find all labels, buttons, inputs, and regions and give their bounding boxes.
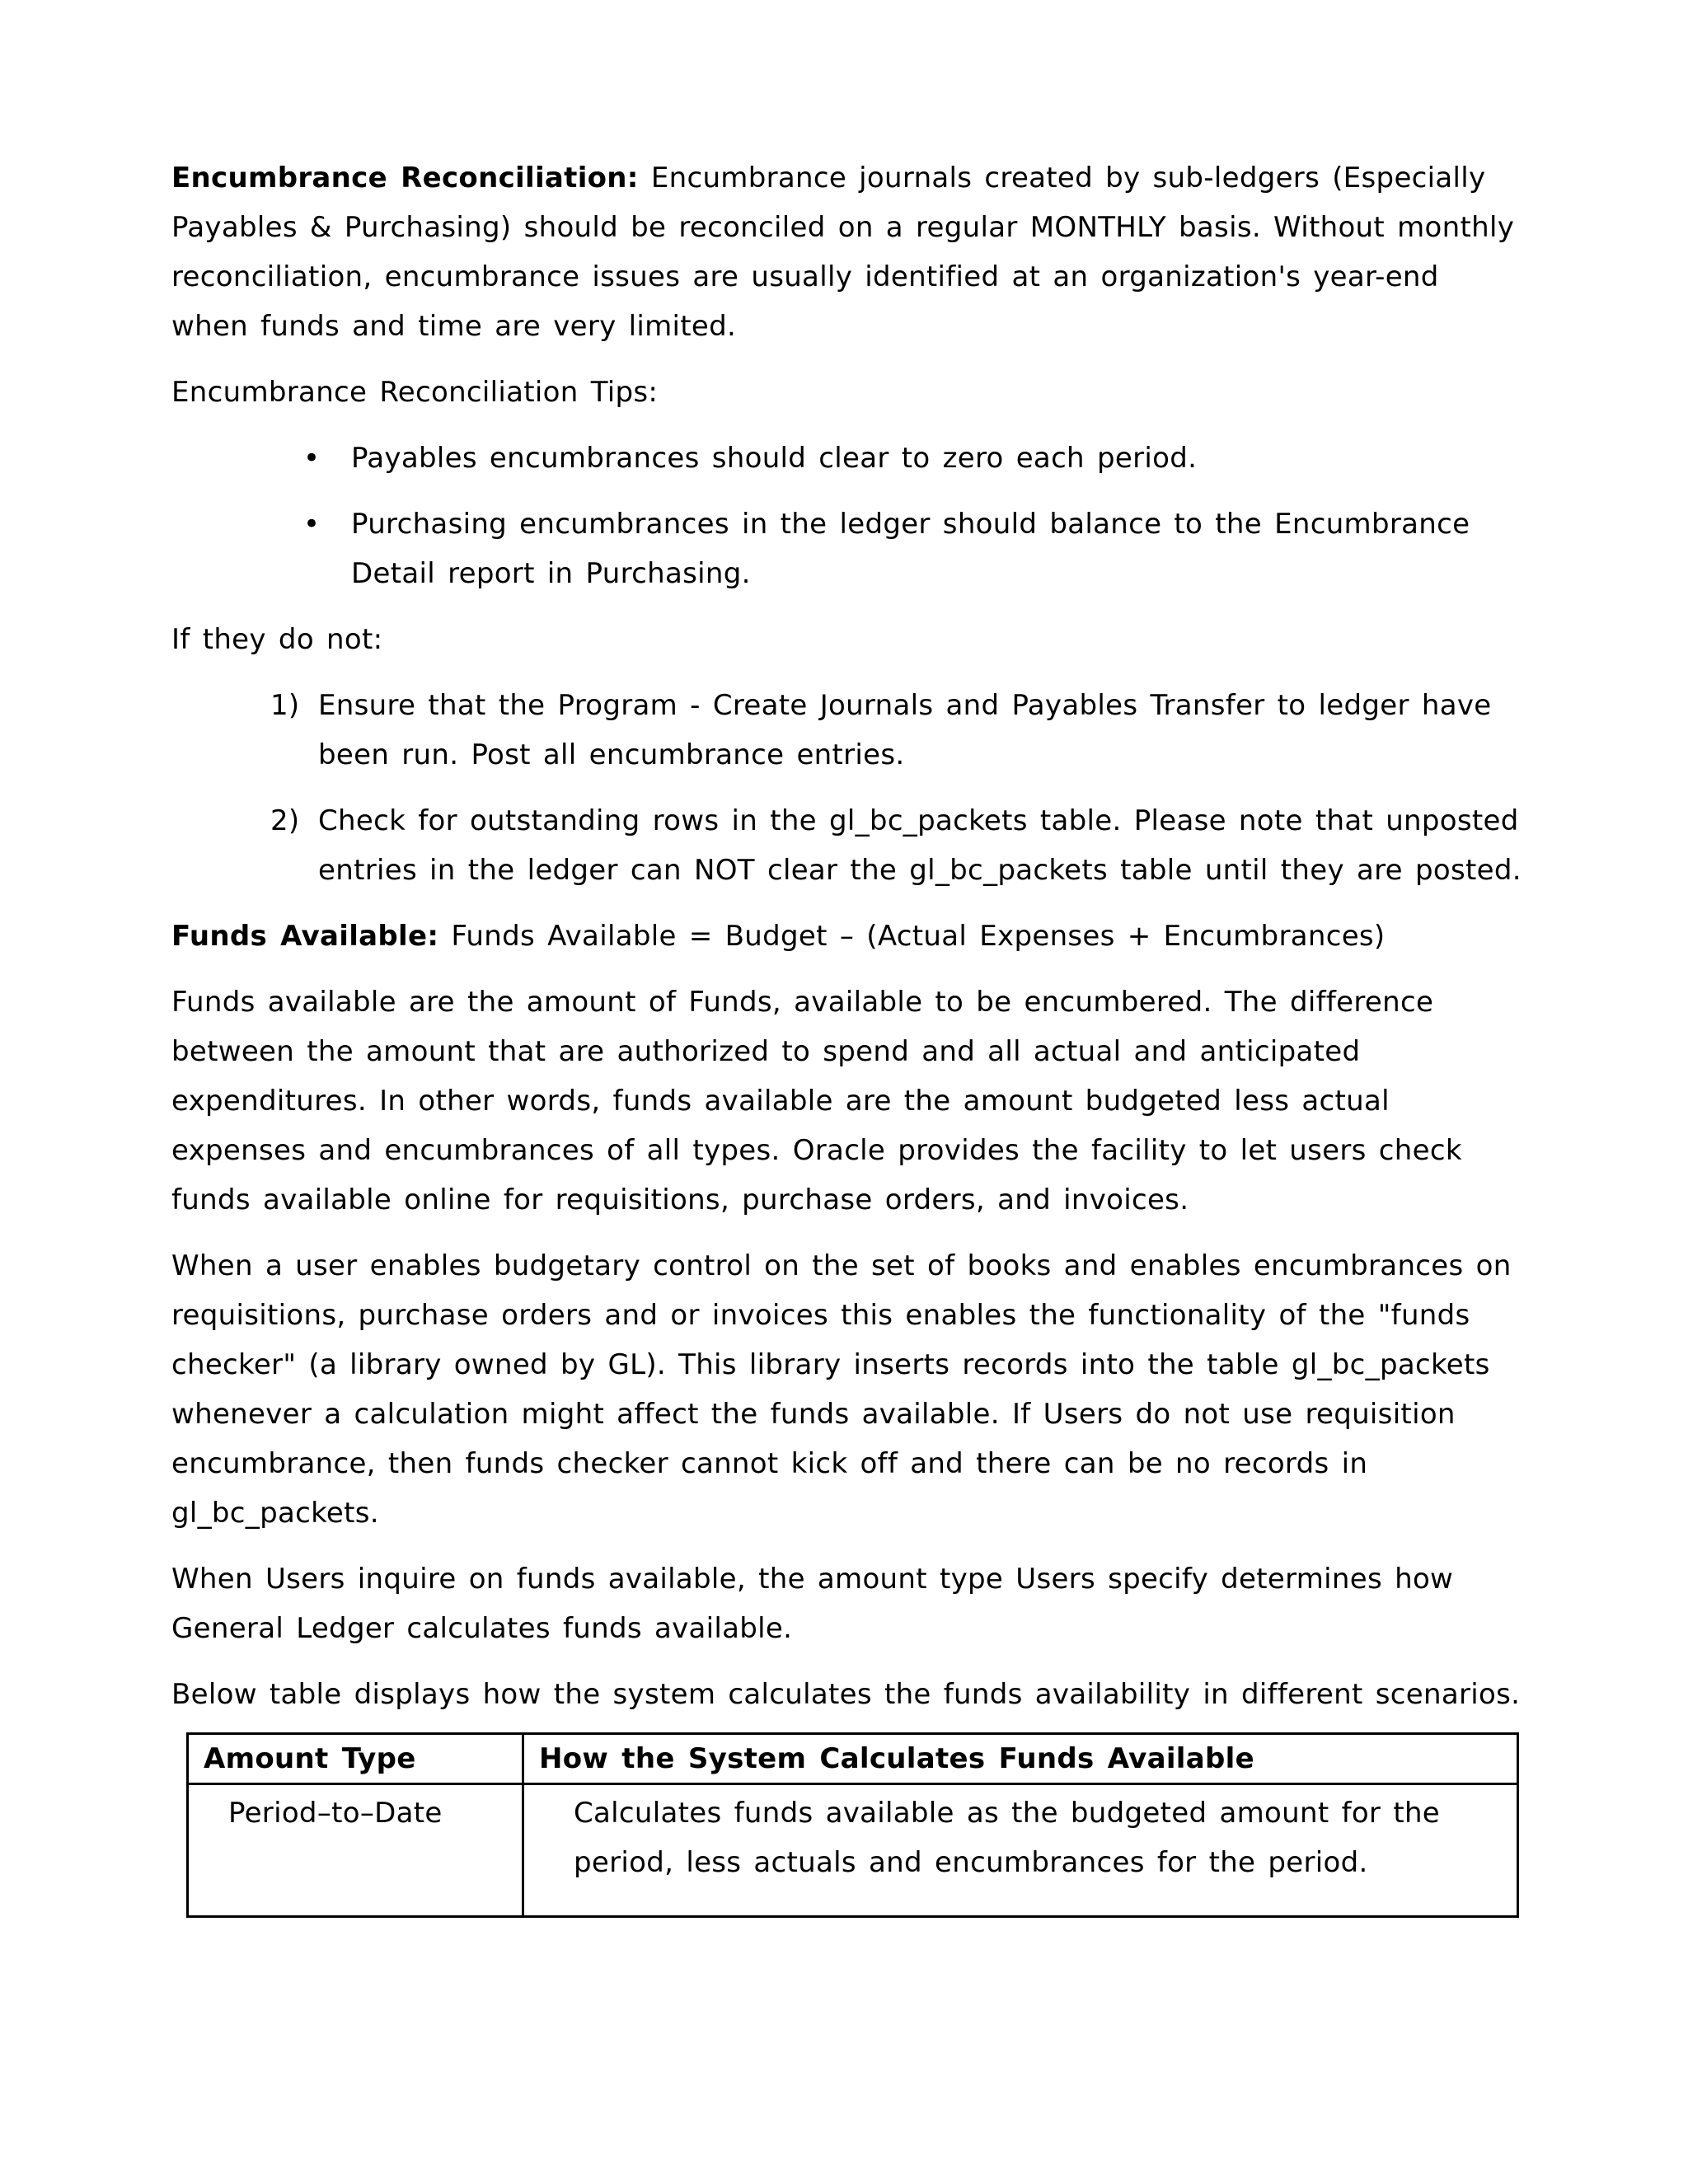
- step-text: Ensure that the Program - Create Journals and Payables Transfer to ledger have been run. Post all encumbrance entries.: [318, 689, 1492, 771]
- tip-text: Purchasing encumbrances in the ledger should balance to the Encumbrance Detail report in Purchasing.: [351, 508, 1470, 590]
- header-amount-type: Amount Type: [188, 1734, 523, 1784]
- bullet-icon: •: [303, 442, 321, 475]
- tip-item: [171, 434, 1523, 483]
- tips-heading: Encumbrance Reconciliation Tips:: [171, 376, 659, 409]
- cell-calculation: Calculates funds available as the budgeted amount for the period, less actuals and encumbrances for the period.: [523, 1784, 1518, 1917]
- table-row: [188, 1784, 1518, 1917]
- tip-item: [171, 499, 1523, 598]
- step-item: [171, 681, 1523, 780]
- tip-text: Payables encumbrances should clear to zero each period.: [351, 442, 1198, 475]
- step-number: 2): [270, 804, 300, 837]
- header-calculation: How the System Calculates Funds Available: [523, 1734, 1518, 1784]
- bullet-icon: •: [303, 508, 321, 541]
- funds-table: [186, 1732, 1519, 1918]
- document-page: [171, 153, 1523, 1918]
- funds-available-paragraph: [171, 912, 1523, 961]
- tips-list: [171, 434, 1523, 598]
- if-not-text: If they do not:: [171, 623, 383, 656]
- table-header-row: [188, 1734, 1518, 1784]
- funds-heading: Funds Available:: [171, 920, 439, 953]
- body-paragraph: Below table displays how the system calculates the funds availability in different scenarios.: [171, 1678, 1521, 1711]
- intro-text: Encumbrance journals created by sub-ledgers (Especially Payables & Purchasing) should be reconciled on a regular MONTHLY basis. Without monthly reconciliation, encumbrance issues are usually identified at an organization's year-end when funds and time are very limited.: [171, 162, 1515, 343]
- step-item: [171, 796, 1523, 895]
- funds-formula: Funds Available = Budget – (Actual Expenses + Encumbrances): [451, 920, 1386, 953]
- body-paragraph: When a user enables budgetary control on the set of books and enables encumbrances on requisitions, purchase orders and or invoices this enables the functionality of the "funds checker" (a library owned by GL). This library inserts records into the table gl_bc_packets whenever a calculation might affect the funds available. If Users do not use requisition encumbrance, then funds checker cannot kick off and there can be no records in gl_bc_packets.: [171, 1249, 1512, 1530]
- intro-paragraph: [171, 153, 1523, 351]
- body-paragraph: When Users inquire on funds available, the amount type Users specify determines how General Ledger calculates funds available.: [171, 1563, 1454, 1645]
- body-paragraph: Funds available are the amount of Funds, available to be encumbered. The difference between the amount that are authorized to spend and all actual and anticipated expenditures. In other words, funds available are the amount budgeted less actual expenses and encumbrances of all types. Oracle provides the facility to let users check funds available online for requisitions, purchase orders, and invoices.: [171, 986, 1462, 1216]
- steps-list: [171, 681, 1523, 895]
- step-text: Check for outstanding rows in the gl_bc_packets table. Please note that unposted entries in the ledger can NOT clear the gl_bc_packets table until they are posted.: [318, 804, 1522, 887]
- step-number: 1): [270, 689, 300, 722]
- cell-amount-type: Period–to–Date: [188, 1784, 523, 1917]
- intro-heading: Encumbrance Reconciliation:: [171, 162, 639, 194]
